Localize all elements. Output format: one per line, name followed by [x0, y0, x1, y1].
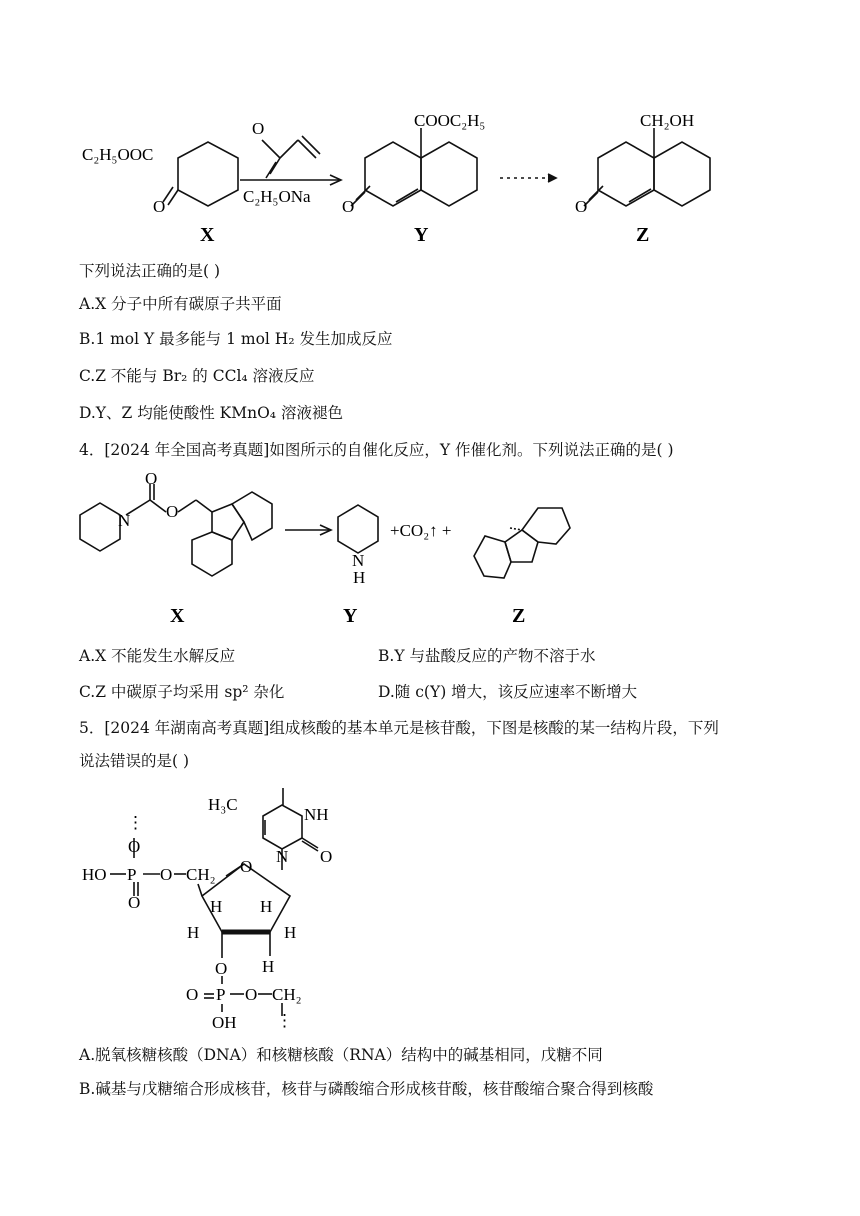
y-ring-right	[421, 142, 477, 206]
nucleotide-structure	[0, 778, 860, 1038]
y-nh-n: N	[352, 551, 365, 570]
q4-option-a: A.X 不能发生水解反应	[79, 647, 236, 665]
h3-label: H	[187, 923, 200, 942]
n1-label: N	[276, 847, 289, 866]
y-nh-h: H	[353, 568, 366, 587]
x-fluorene-ring-2	[192, 532, 232, 576]
dots-bottom: ⋮	[276, 1011, 293, 1030]
co2-label: +CO₂↑ +	[390, 521, 452, 540]
p2-oh-label: OH	[212, 1013, 237, 1032]
reaction-scheme-1	[0, 0, 860, 250]
q4-option-b: B.Y 与盐酸反应的产物不溶于水	[378, 647, 596, 665]
p1-oxo-label: O	[128, 893, 141, 912]
z-ring-right	[654, 142, 710, 206]
x-fluorene-ring-1	[232, 492, 272, 540]
x-ketone-o: O	[153, 197, 166, 216]
label-x-2: X	[170, 605, 185, 627]
q3-option-a: A.X 分子中所有碳原子共平面	[79, 295, 282, 313]
p1-label: P	[127, 865, 137, 884]
q3-option-d: D.Y、Z 均能使酸性 KMnO₄ 溶液褪色	[79, 404, 343, 422]
o3prime-label: O	[215, 959, 228, 978]
z-fluorene-ring-1	[522, 508, 570, 544]
h4-label: H	[284, 923, 297, 942]
q5-option-a: A.脱氧核糖核酸（DNA）和核糖核酸（RNA）结构中的碱基相同，戊糖不同	[79, 1046, 603, 1064]
label-z-2: Z	[512, 605, 526, 627]
y-piperidine-ring	[338, 505, 378, 553]
h5-label: H	[262, 957, 275, 976]
label-y-2: Y	[343, 605, 358, 627]
y-ketone-o: O	[342, 197, 355, 216]
y-ester-group: COOC₂H₅	[414, 111, 486, 130]
x-carbonyl-o: O	[145, 470, 158, 488]
p2-oxo-label: O	[186, 985, 199, 1004]
top-o-label: O	[128, 837, 141, 856]
nh-label: NH	[304, 805, 329, 824]
label-x: X	[200, 224, 215, 246]
q5-option-b: B.碱基与戊糖缩合形成核苷，核苷与磷酸缩合形成核苷酸，核苷酸缩合聚合得到核酸	[79, 1080, 654, 1098]
y-ring-left	[365, 142, 421, 206]
methyl-label: H₃C	[208, 795, 238, 814]
x-amide-n: N	[118, 511, 131, 530]
q3-stem: 下列说法正确的是( )	[79, 262, 221, 280]
ester-o-label: O	[160, 865, 173, 884]
z-ring-left	[598, 142, 654, 206]
q3-option-b: B.1 mol Y 最多能与 1 mol H₂ 发生加成反应	[79, 330, 393, 348]
p2-ester-o-label: O	[245, 985, 258, 1004]
q5-stem-line2: 说法错误的是( )	[79, 752, 190, 770]
ho-label: HO	[82, 865, 107, 884]
dots-top: ⋮	[127, 813, 144, 832]
ch2-5prime-label: CH₂	[186, 865, 216, 884]
q4-stem: 4．[2024 年全国高考真题]如图所示的自催化反应，Y 作催化剂。下列说法正确的是( )	[79, 441, 674, 459]
thymine-ring	[263, 805, 302, 849]
mvk-o: O	[252, 119, 265, 138]
z-fluorene-ring-2	[474, 536, 511, 578]
q4-option-c: C.Z 中碳原子均采用 sp² 杂化	[79, 683, 285, 701]
p2-label: P	[216, 985, 226, 1004]
label-z: Z	[636, 224, 650, 246]
q5-stem-line1: 5．[2024 年湖南高考真题]组成核酸的基本单元是核苷酸，下图是核酸的某一结构片段，下列	[79, 719, 719, 737]
c2-o-label: O	[320, 847, 333, 866]
label-y: Y	[414, 224, 429, 246]
x-piperidine-ring	[80, 503, 120, 551]
h1-label: H	[210, 897, 223, 916]
z-alcohol-group: CH₂OH	[640, 111, 695, 130]
x-ester-o: O	[166, 502, 179, 521]
q3-option-c: C.Z 不能与 Br₂ 的 CCl₄ 溶液反应	[79, 367, 315, 385]
x-cyclohexane-ring	[178, 142, 238, 206]
z-ketone-o: O	[575, 197, 588, 216]
ch2-bottom-label: CH₂	[272, 985, 302, 1004]
reaction-scheme-2	[0, 470, 860, 640]
reagent-label: C₂H₅ONa	[243, 187, 311, 206]
ring-o-label: O	[240, 857, 253, 876]
x-ester-group: C₂H₅OOC	[82, 145, 154, 164]
h2-label: H	[260, 897, 273, 916]
q4-option-d: D.随 c(Y) 增大，该反应速率不断增大	[378, 683, 638, 701]
